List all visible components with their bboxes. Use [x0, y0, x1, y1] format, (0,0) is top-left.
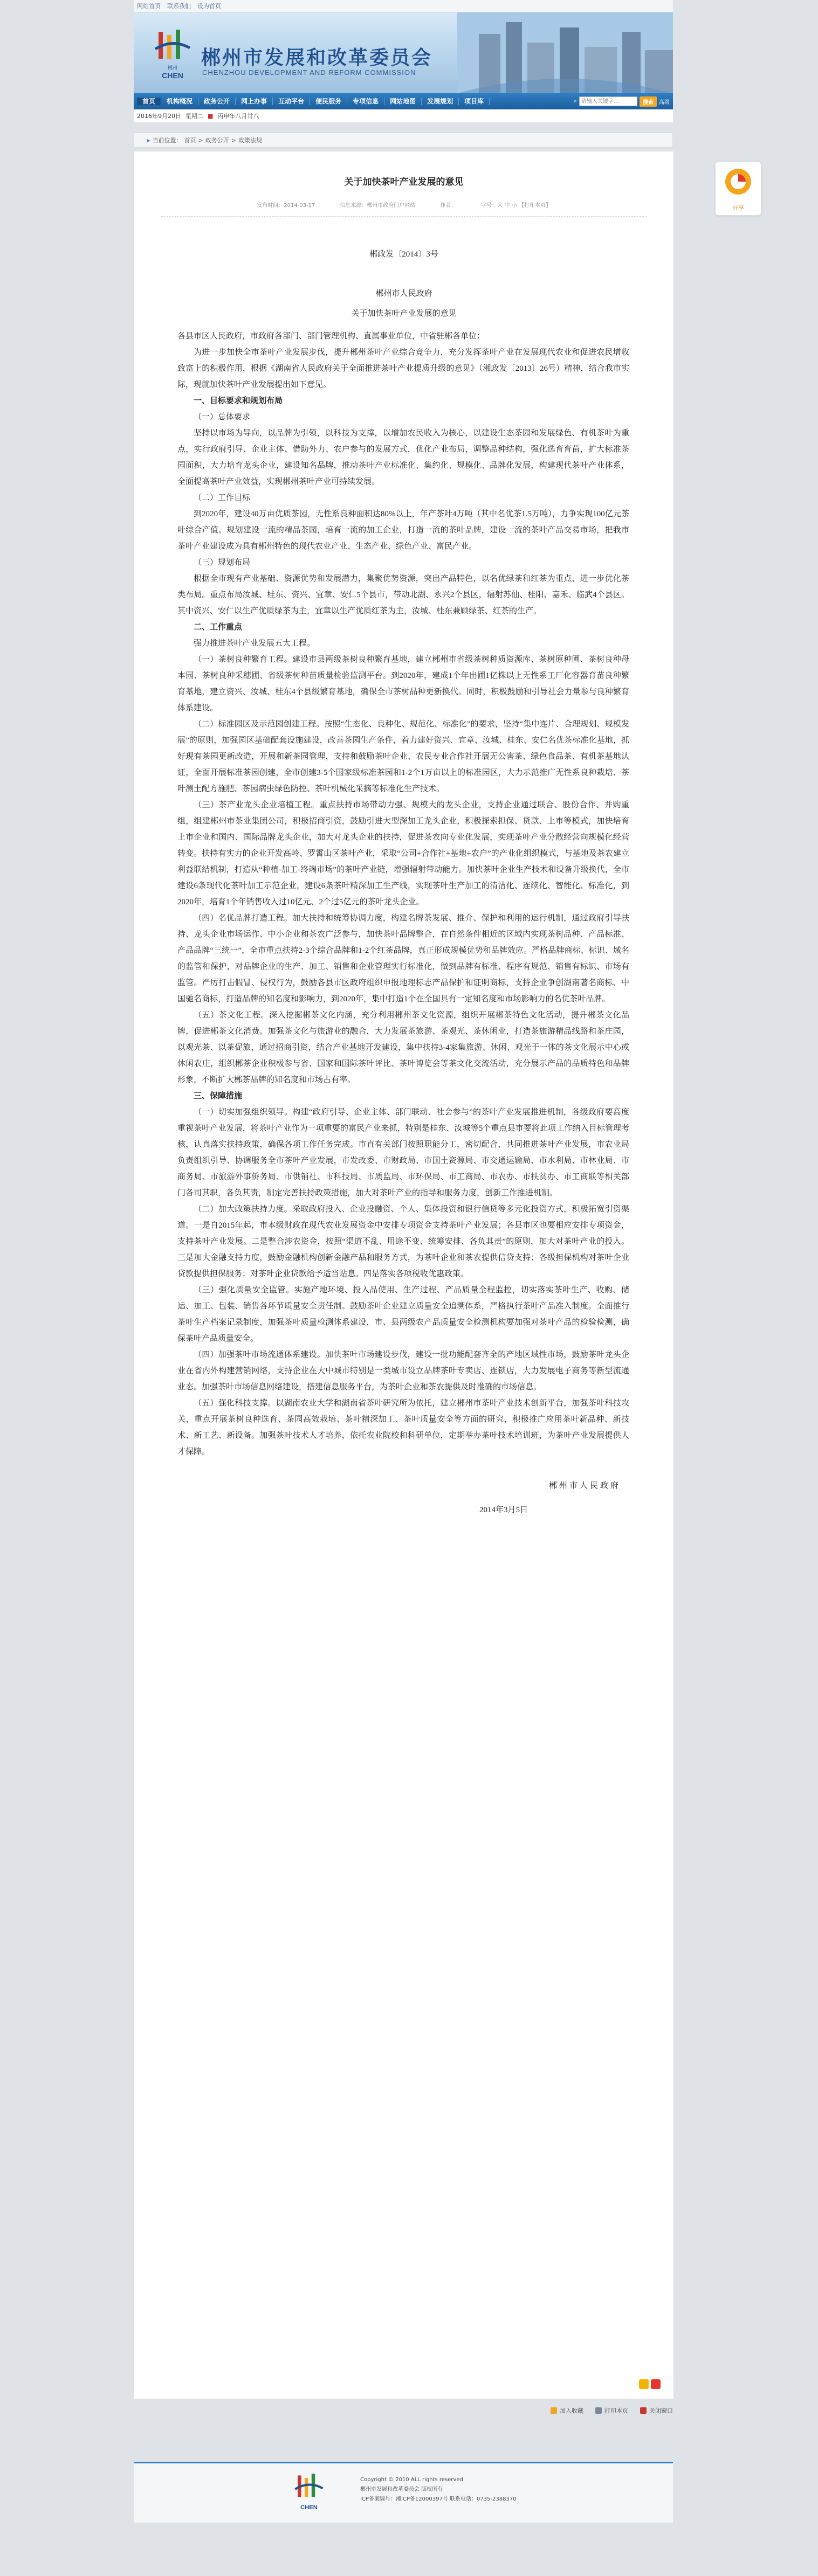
search-icon: ⌕: [573, 98, 577, 105]
header-banner: [134, 12, 673, 93]
print-button[interactable]: 打印本页: [595, 2406, 628, 2415]
info-source: 信息来源：郴州市政府门户网站: [340, 203, 416, 209]
nav-organization[interactable]: 机构概况: [161, 98, 198, 105]
nav-public-service[interactable]: 便民服务: [310, 98, 347, 105]
breadcrumb-public[interactable]: 政务公开: [205, 137, 229, 144]
current-date: 2016年9月20日: [137, 113, 181, 120]
article-paragraph: 坚持以市场为导向，以品牌为引领，以科技为支撑，以增加农民收入为核心，以建设生态茶园和发展绿色、有机茶叶为重点，实行政府引导、企业主体、借助外力、农户参与的发展方式，优化产业布局，调整品种结构，强化选育育苗，扩大标准茶园面积，大力培育龙头企业，建设知名品牌，推动茶叶产业标准化、集约化、规模化、品牌化发展，构建现代茶叶产业体系，全面提高茶叶产业效益，实现郴州茶叶产业可持续发展。: [177, 429, 629, 486]
article-paragraph: （一）总体要求: [194, 413, 251, 421]
footer-text: [360, 2475, 517, 2504]
close-window-button[interactable]: 关闭窗口: [640, 2406, 673, 2415]
nav-planning[interactable]: 发展规划: [422, 98, 459, 105]
top-bar: [134, 0, 673, 12]
search-input[interactable]: [579, 96, 637, 106]
article-paragraph: （四）加强茶叶市场流通体系建设。加快茶叶市场建设步伐，建设一批功能配套齐全的产地区域性市场，鼓励茶叶龙头企业在省内外构建营销网络，支持企业在大中城市特别是一类城市设立品牌茶叶专卖店、连锁店，大力发展电子商务等新型流通业态。加强茶叶市场信息网络建设，搭建信息服务平台，为茶叶企业和茶农提供及时准确的市场信息。: [177, 1351, 629, 1391]
publish-time: 发布时间：2014-03-17: [257, 203, 315, 209]
article-tools: [134, 2404, 673, 2418]
section-heading: 一、目标要求和规划布局: [194, 397, 283, 405]
author: 作者：: [440, 203, 457, 209]
article-title: 关于加快茶叶产业发展的意见: [344, 177, 464, 188]
article-paragraph: 各县市区人民政府，市政府各部门、部门管理机构、直属事业单位，中省驻郴各单位：: [177, 332, 485, 341]
article-paragraph: 到2020年，建设40万亩优质茶园，无性系良种面积达80%以上，年产茶叶4万吨（其中名优茶1.5万吨），力争实现100亿元茶叶综合产值。规划建设一流的精品茶园，培育一流的加工企业，打造一流的茶叶品牌，建设一流的茶叶产品交易市场，把我市茶叶产业建设成为具有郴州特色的现代农业产业、生态产业、绿色产业、富民产业。: [177, 510, 629, 551]
float-label: 分享: [732, 204, 744, 211]
logo-sub: 郴州: [167, 66, 178, 71]
issuer: 郴州市人民政府: [375, 289, 432, 298]
breadcrumb-policy[interactable]: 政策法规: [238, 137, 262, 144]
commission-logo: [151, 27, 194, 81]
printer-icon: [595, 2407, 602, 2414]
share-qzone-icon[interactable]: [639, 2379, 649, 2389]
article-paragraph: （二）工作目标: [194, 494, 251, 502]
share-logo-icon: [716, 162, 761, 200]
article-paragraph: （一）茶树良种繁育工程。建设市县两级茶树良种繁育基地，建立郴州市省级茶树种质资源库、茶树原种圃、茶树良种母本园、茶树良种采穗圃、省级茶树种苗质量检验监测平台。到2020年，建成1个年出圃1亿株以上无性系工厂化容器育苗良种繁育基地，建立资兴、汝城、桂东4个县级繁育基地，确保全市茶树品种更新换代。同时，积极鼓励和引导社会力量参与良种繁育体系建设。: [177, 655, 629, 712]
signature: 郴州市人民政府: [548, 1481, 621, 1490]
article-paragraph: （三）规划布局: [194, 558, 251, 567]
article-body: [134, 318, 673, 1460]
breadcrumb: ▸ 当前位置： 首页 > 政务公开 > 政策法规: [134, 133, 673, 148]
calendar-icon: ■: [208, 112, 214, 120]
article-meta: [161, 200, 647, 217]
nav-online-service[interactable]: 网上办事: [236, 98, 273, 105]
article-panel: [134, 151, 674, 2399]
nav-sitemap[interactable]: 网站地图: [384, 98, 422, 105]
nav-special-info[interactable]: 专项信息: [347, 98, 384, 105]
weekday: 星期二: [185, 113, 203, 120]
document-subject: 关于加快茶叶产业发展的意见: [351, 309, 457, 318]
footer: [134, 2462, 673, 2523]
nav-home[interactable]: 首页: [137, 98, 161, 105]
close-icon: [640, 2407, 647, 2414]
site-title: 郴州市发展和改革委员会: [201, 47, 433, 69]
copyright: Copyright © 2010 ALL rights reserved: [360, 2477, 463, 2483]
contact-link[interactable]: 联系我们: [167, 3, 191, 10]
favorite-button[interactable]: 加入收藏: [551, 2406, 583, 2415]
breadcrumb-prefix: 当前位置：: [152, 137, 182, 144]
sign-date: 2014年3月5日: [479, 1506, 528, 1514]
article-paragraph: （一）切实加强组织领导。构建“政府引导、企业主体、部门联动、社会参与”的茶叶产业发展推进机制，各级政府要高度重视茶叶产业发展，将茶叶产业作为一项重要的富民产业来抓，特别是桂东、汝城等5个重点县市要将此项工作纳入目标管理考核，认真落实扶持政策，确保各项工作任务完成。市直有关部门按照职能分工，密切配合，共同推进茶叶产业发展，市农业局负责组织引导、协调服务全市茶叶产业发展，市发改委、市财政局、市国土资源局、市交通运输局、市水利局、市林业局、市商务局、市旅游外事侨务局、市供销社、市科技局、市质监局、市环保局、市工商局、市农办、市扶贫办、市工商联等相关部门各司其职，各负其责，制定完善扶持政策措施，加大对茶叶产业的指导和服务力度，创新工作推进机制。: [177, 1108, 629, 1197]
section-heading: 三、保障措施: [194, 1092, 243, 1100]
location-icon: ▸: [147, 136, 150, 144]
nav-public-affairs[interactable]: 政务公开: [198, 98, 236, 105]
article-paragraph: （五）强化科技支撑。以湖南农业大学和湖南省茶叶研究所为依托，建立郴州市茶叶产业技术创新平台，加强茶叶科技攻关，重点开展茶树良种选育、茶园高效栽培、茶叶精深加工、茶叶质量安全等方面的研究，积极推广应用茶叶新品种、新技术、新工艺、新设备。加强茶叶技术人才培养，依托农业院校和科研单位，定期举办茶叶技术培训班，为茶叶产业发展提供人才保障。: [177, 1399, 629, 1456]
font-size-and-print[interactable]: 字号：大 中 小 【打印本页】: [481, 203, 551, 209]
search-button[interactable]: 搜索: [640, 96, 657, 107]
lunar-date: 丙申年八月廿八: [217, 113, 259, 120]
footer-logo-text: CHEN: [300, 2504, 318, 2511]
article-paragraph: （二）标准园区及示范园创建工程。按照“生态化、良种化、规范化、标准化”的要求，坚持“集中连片、合理规划、规模发展”的原则，加强园区基础配套设施建设，改善茶园生产条件，着力建好资兴、宜章、汝城、桂东、安仁名优茶标准化基地，抓好现有茶园更新改造，开展和新茶园管理，支持和鼓励茶叶企业、农民专业合作社开展无公害茶、绿色食品茶、有机茶基地认证，全面开展标准茶园创建，全市创建3-5个国家级标准茶园和1-2个1万亩以上的标准园区，大力示范推广无性系良种栽培、茶叶测土配方施肥、茶园病虫绿色防控、茶叶机械化采摘等标准化生产技术。: [177, 720, 629, 793]
main-nav: [134, 93, 673, 109]
set-homepage-link[interactable]: 设为首页: [197, 3, 221, 10]
star-icon: [551, 2407, 557, 2414]
share-weibo-icon[interactable]: [651, 2379, 661, 2389]
article-paragraph: （三）强化质量安全监管。实施产地环境、投入品使用、生产过程、产品质量全程监控，切实落实茶叶生产、收购、储运、加工、包装、销售各环节质量安全责任制。鼓励茶叶企业建立质量安全追溯体系，严格执行茶叶产品准入制度。全面推行茶叶生产档案记录制度，加强茶叶质量检测体系建设，市、县两级农产品质量安全检测机构要加强对茶叶产品的检验检测，确保茶叶产品质量安全。: [177, 1286, 629, 1343]
footer-logo: [290, 2472, 328, 2515]
article-paragraph: 为进一步加快全市茶叶产业发展步伐，提升郴州茶叶产业综合竞争力，充分发挥茶叶产业在发展现代农业和促进农民增收致富上的积极作用，根据《湖南省人民政府关于全面推进茶叶产业提质升级的意见》（湘政发〔2013〕26号）精神，结合我市实际，现就加快茶叶产业发展提出如下意见。: [177, 348, 629, 389]
nav-interaction[interactable]: 互动平台: [273, 98, 310, 105]
article-paragraph: （五）茶文化工程。深入挖掘郴茶文化内涵，充分利用郴州茶文化资源，组织开展郴茶特色文化活动，提升郴茶文化品牌，促进郴茶文化消费。加强茶文化与旅游业的融合，大力发展茶旅游、茶观光、茶休闲业，打造茶旅游精品线路和茶庄园，以观光茶、以茶促旅，通过招商引资，结合产业基地开发建设，集中扶持3-4家集旅游、休闲、观光于一体的茶文化展示中心或休闲农庄，组织郴茶企业积极参与省、国家和国际茶叶评比、茶叶博览会等茶文化交流活动，充分展示产品的品质特色和品牌形象，不断扩大郴茶品牌的知名度和市场占有率。: [177, 1011, 629, 1084]
document-number: 郴政发〔2014〕3号: [369, 250, 438, 259]
share-buttons: [639, 2379, 661, 2392]
date-bar: [134, 109, 673, 123]
article-paragraph: （三）茶产业龙头企业培植工程。重点扶持市场带动力强、规模大的龙头企业，支持企业通过联合、股份合作、并购重组，组建郴州市茶业集团公司，积极招商引资，鼓励引进大型深加工龙头企业，积极探索担保、贷款、上市等模式，加快培育上市企业和国内、国际品牌龙头企业，加大对龙头企业的扶持，促进茶农向专业化发展，实现茶叶产业分散经营向规模化经营转变。扶持有实力的企业开发高岭、罗霄山区茶叶产业，采取“公司+合作社+基地+农户”的产业化组织模式，与基地及茶农建立利益联结机制，打造从“种植-加工-终端市场”的茶叶产业链，增强辐射带动能力。加快茶叶企业生产技术和设备升级换代，全市建设6条现代化茶叶加工示范企业，建设6条茶叶精深加工生产线，实现茶叶生产加工的清洁化、连续化、智能化、标准化，到2020年，培育1个年销售收入过10亿元、2个过5亿元的茶叶龙头企业。: [177, 801, 629, 906]
search-area: [574, 96, 673, 107]
article-paragraph: 根据全市现有产业基础、资源优势和发展潜力，集聚优势资源，突出产品特色，以名优绿茶和红茶为重点，进一步优化茶类布局。重点布局汝城、桂东、资兴、宜章、安仁5个县市，带动北湖、永兴2个县区，辐射苏仙、桂阳、嘉禾、临武4个县区。其中资兴、安仁以生产优质绿茶为主，宜章以生产优质红茶为主，汝城、桂东兼顾绿茶、红茶的生产。: [177, 574, 629, 615]
home-link[interactable]: 网站首页: [137, 3, 161, 10]
article-paragraph: （二）加大政策扶持力度。采取政府投入、企业投融资、个人、集体投资和银行信贷等多元化投资方式，积极拓宽引资渠道。一是自2015年起，市本级财政在现代农业发展资金中安排专项资金支持茶叶产业发展；各县市区也要相应安排专项资金，支持茶叶产业发展。二是整合涉农资金，按照“渠道不乱、用途不变、统筹安排、各负其责”的原则，加大对茶叶产业的投入。三是加大金融支持力度，鼓励金融机构创新金融产品和服务方式，为茶叶企业和茶农提供信贷支持；各级担保机构对茶叶企业贷款提供担保服务；对茶叶企业贷款给予适当贴息。四是落实各项税收优惠政策。: [177, 1205, 629, 1278]
logo-text: CHEN: [162, 71, 183, 80]
icp-contact: ICP备案编号：湘ICP备12000397号 联系电话：0735-2388370: [360, 2496, 517, 2502]
article-paragraph: 强力推进茶叶产业发展五大工程。: [194, 639, 315, 648]
site-subtitle: CHENZHOU DEVELOPMENT AND REFORM COMMISSION: [202, 68, 416, 77]
section-heading: 二、工作重点: [194, 623, 243, 632]
advanced-search-link[interactable]: 高级: [659, 99, 670, 106]
site-owner: 郴州市发展和改革委员会 版权所有: [360, 2487, 443, 2492]
float-share-widget[interactable]: [715, 162, 761, 216]
article-paragraph: （四）名优品牌打造工程。加大扶持和统筹协调力度，构建名牌茶发展、推介、保护和利用的运行机制，通过政府引导扶持、龙头企业市场运作、中小企业和茶农广泛参与，加快茶叶品牌整合，在自然条件相近的区域内实现茶树品种、产品标准、产品品牌“三统一”，全市重点扶持2-3个综合品牌和1-2个红茶品牌，真正形成规模优势和品牌效应。严格品牌商标、标识、域名的监管和保护，对品牌企业的生产、加工、销售和企业管理实行标准化，做到品牌有标准、程序有规范、销售有标识、市场有监管。严厉打击假冒、侵权行为，鼓励各县市区政府组织申报地理标志产品保护和证明商标，支持企业争创湖南著名商标、中国驰名商标，打造品牌的知名度和影响力，到2020年，集中打造1个在全国具有一定知名度和市场影响力的名优茶叶品牌。: [177, 914, 629, 1003]
city-skyline-image: [457, 12, 673, 93]
nav-project-library[interactable]: 项目库: [459, 98, 490, 105]
breadcrumb-home[interactable]: 首页: [184, 137, 196, 144]
